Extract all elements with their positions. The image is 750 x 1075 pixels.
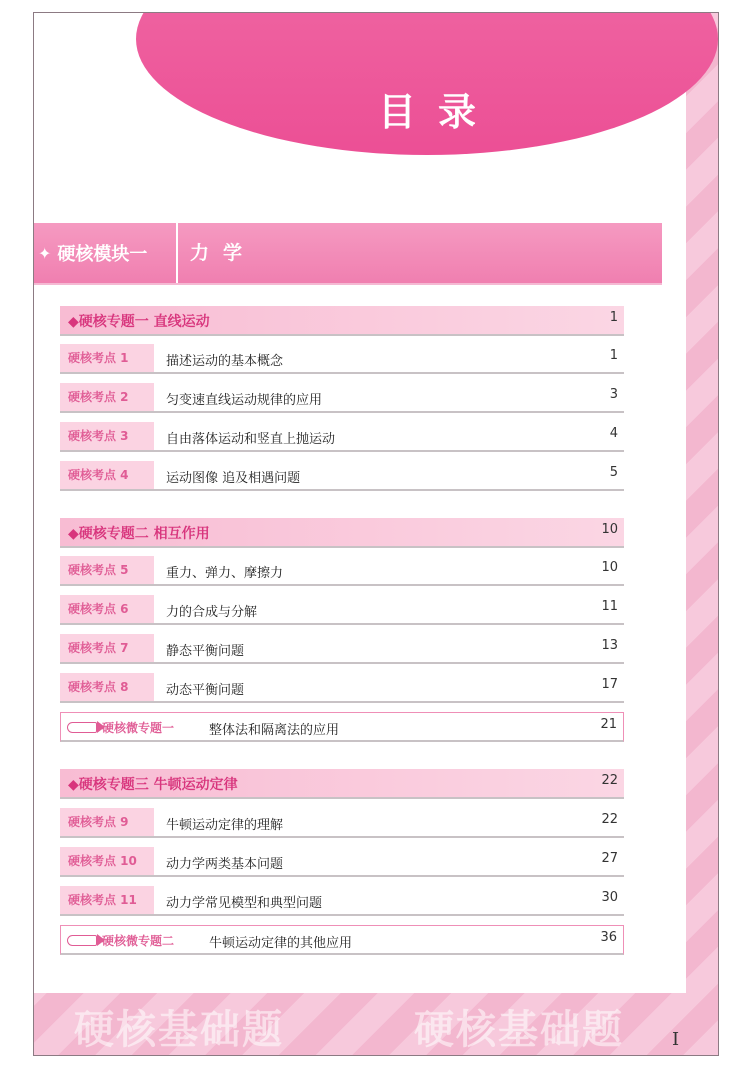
toc-page-number: 17 (601, 677, 618, 692)
toc-page-number: 22 (601, 812, 618, 827)
toc-point-row[interactable] (60, 383, 624, 413)
toc-point-title: 静态平衡问题 (166, 644, 245, 659)
page-title: 目录 (378, 90, 499, 134)
module-tag-label: 硬核模块一 (57, 244, 148, 265)
toc-micro-tag (67, 932, 174, 949)
toc-page-number: 22 (601, 773, 618, 788)
toc-point-title: 匀变速直线运动规律的应用 (166, 393, 323, 408)
toc-page-number: 27 (601, 851, 618, 866)
toc-page-number: 13 (601, 638, 618, 653)
toc-point-row[interactable] (60, 595, 624, 625)
toc-point-row[interactable] (60, 847, 624, 877)
toc-page-number: 1 (609, 348, 618, 363)
toc-micro-row[interactable] (60, 712, 624, 742)
toc-topic-label: ◆硬核专题三 牛顿运动定律 (68, 777, 238, 793)
toc-page-number: 30 (601, 890, 618, 905)
toc-point-tag: 硬核考点 5 (60, 556, 156, 584)
toc-point-title: 运动图像 追及相遇问题 (166, 471, 301, 486)
toc-point-title: 力的合成与分解 (166, 605, 258, 620)
toc-point-tag: 硬核考点 2 (60, 383, 156, 411)
toc-topic-label: ◆硬核专题一 直线运动 (68, 314, 210, 330)
toc-point-row[interactable] (60, 886, 624, 916)
toc-point-row[interactable] (60, 634, 624, 664)
toc-point-title: 牛顿运动定律的理解 (166, 818, 284, 833)
toc-micro-title: 整体法和隔离法的应用 (209, 723, 340, 738)
toc-point-title: 描述运动的基本概念 (166, 354, 284, 369)
module-tag (34, 223, 178, 283)
toc-point-tag: 硬核考点 4 (60, 461, 156, 489)
module-header (34, 223, 662, 285)
toc-page-number: 11 (601, 599, 618, 614)
toc-point-row[interactable] (60, 344, 624, 374)
toc-point-row[interactable] (60, 556, 624, 586)
pencil-icon (67, 935, 97, 946)
toc-point-row[interactable] (60, 673, 624, 703)
background-watermark: 硬核基础题 (414, 1007, 624, 1053)
toc-page-number: 1 (609, 310, 618, 325)
toc-micro-tag (67, 719, 174, 736)
toc-point-tag: 硬核考点 1 (60, 344, 156, 372)
content-sheet (34, 13, 686, 993)
toc-point-row[interactable] (60, 808, 624, 838)
toc-point-tag: 硬核考点 8 (60, 673, 156, 701)
toc-point-title: 动力学两类基本问题 (166, 857, 284, 872)
page-number: I (672, 1029, 680, 1050)
background-watermark: 硬核基础题 (74, 1007, 284, 1053)
toc-page-number: 5 (609, 465, 618, 480)
toc-topic-row[interactable] (60, 306, 624, 336)
toc-micro-row[interactable] (60, 925, 624, 955)
toc-page-number: 36 (600, 930, 617, 945)
toc-point-title: 自由落体运动和竖直上抛运动 (166, 432, 336, 447)
toc-topic-label: ◆硬核专题二 相互作用 (68, 526, 210, 542)
toc-topic-row[interactable] (60, 518, 624, 548)
toc-point-tag: 硬核考点 6 (60, 595, 156, 623)
toc-point-title: 动力学常见模型和典型问题 (166, 896, 323, 911)
toc-point-title: 动态平衡问题 (166, 683, 245, 698)
toc-point-tag: 硬核考点 11 (60, 886, 156, 914)
toc-page-number: 4 (609, 426, 618, 441)
toc-point-tag: 硬核考点 3 (60, 422, 156, 450)
toc-page-number: 10 (601, 522, 618, 537)
toc-point-tag: 硬核考点 7 (60, 634, 156, 662)
pencil-icon (67, 722, 97, 733)
toc-page-number: 21 (600, 717, 617, 732)
toc-topic-row[interactable] (60, 769, 624, 799)
toc-micro-tag-label: 硬核微专题一 (102, 721, 175, 735)
toc-page-number: 10 (601, 560, 618, 575)
page-frame (33, 12, 719, 1056)
sparkle-icon: ✦ (38, 243, 52, 263)
toc-page-number: 3 (609, 387, 618, 402)
toc-point-tag: 硬核考点 9 (60, 808, 156, 836)
toc-point-tag: 硬核考点 10 (60, 847, 156, 875)
toc-point-row[interactable] (60, 461, 624, 491)
toc-point-row[interactable] (60, 422, 624, 452)
toc-point-title: 重力、弹力、摩擦力 (166, 566, 284, 581)
toc-micro-tag-label: 硬核微专题二 (102, 934, 175, 948)
module-name: 力学 (190, 242, 257, 264)
toc-micro-title: 牛顿运动定律的其他应用 (209, 936, 353, 951)
